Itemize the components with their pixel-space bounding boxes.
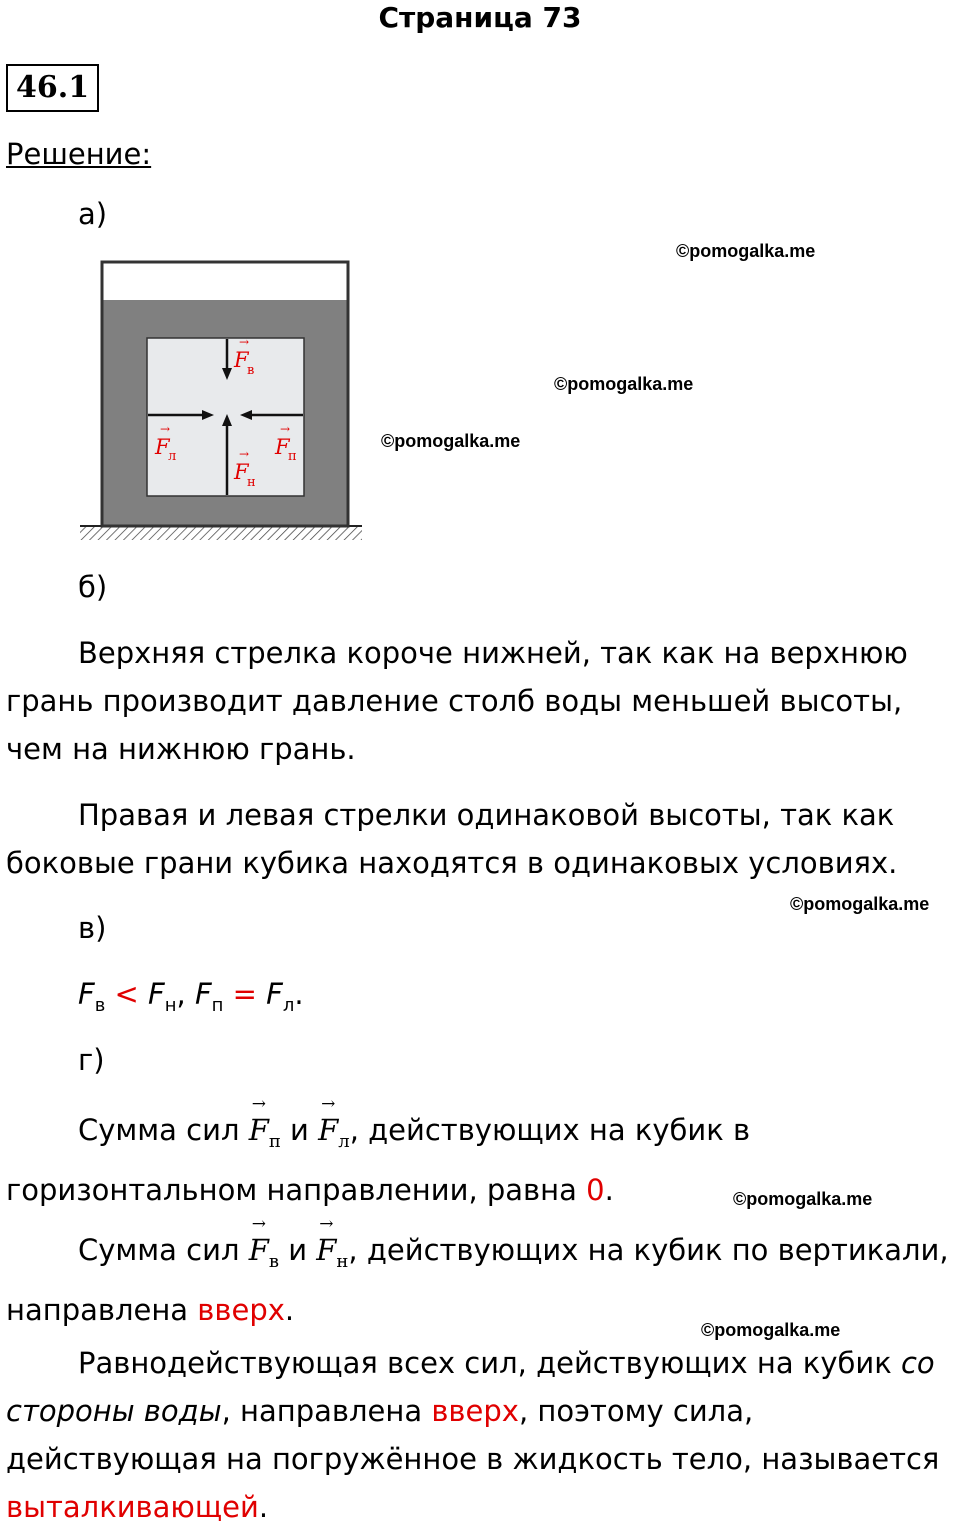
watermark: ©pomogalka.me [554,374,694,394]
cube-in-water-figure [80,252,370,544]
label-top-sub: в [247,363,255,378]
vector-force: → $F_н$ [316,1214,349,1272]
watermark: ©pomogalka.me [381,431,521,451]
part-g-label: г) [78,1043,105,1077]
label-right: F [275,435,290,459]
page-title: Страница 73 [378,1,582,34]
label-top: F [234,348,249,372]
watermark: ©pomogalka.me [676,241,816,261]
b-paragraph-2: Правая и левая стрелки одинаковой высоты, так как боковые грани кубика находятся в одинаковых условиях. [6,798,898,880]
label-bottom-sub: н [247,475,256,490]
label-bottom-arrow: → [239,447,250,461]
formula-term: $F_л$ [266,977,295,1016]
label-left-sub: л [168,449,177,464]
vector-force: → $F_л$ [318,1094,350,1152]
g-paragraph-1: Сумма сил → $F_п$ и → $F_л$, действующих на кубик в горизонтальном направлении, равна 0. [6,1094,751,1207]
part-v-label: в) [78,911,107,945]
b-paragraph-1: Верхняя стрелка короче нижней, так как на верхнюю грань производит давление столб воды меньшей высоты, чем на нижнюю грань. [6,636,908,766]
vector-force: → $F_в$ [248,1214,279,1272]
cube [147,338,304,496]
watermark: ©pomogalka.me [790,894,930,914]
label-top-arrow: → [239,335,250,349]
label-bottom: F [234,460,249,484]
ground-hatching [80,526,362,540]
formula-term: $F_п$ [194,977,224,1016]
label-right-arrow: → [280,422,291,436]
formula-term: $F_в$ [78,977,106,1016]
formula-term: $F_н$ [148,977,177,1016]
watermark: ©pomogalka.me [701,1320,841,1340]
watermark: ©pomogalka.me [733,1189,873,1209]
label-left: F [155,435,170,459]
solution-label: Решение: [6,137,152,171]
g-paragraph-3: Равнодействующая всех сил, действующих на кубик со стороны воды, направлена вверх, поэтому сила, действующая на погружённое в жидкость тело, называется выталкивающей. [6,1346,940,1524]
label-left-arrow: → [160,422,171,436]
g-paragraph-2: Сумма сил → $F_в$ и → $F_н$, действующих на кубик по вертикали, направлена вверх. [6,1214,949,1327]
part-a-label: а) [78,197,108,231]
v-formula: $F_в < F_н$, $F_п = F_л$. [78,977,304,1016]
part-b-label: б) [78,570,108,604]
label-right-sub: п [288,449,297,464]
task-number: 46.1 [6,64,99,112]
vector-force: → $F_п$ [248,1094,281,1152]
